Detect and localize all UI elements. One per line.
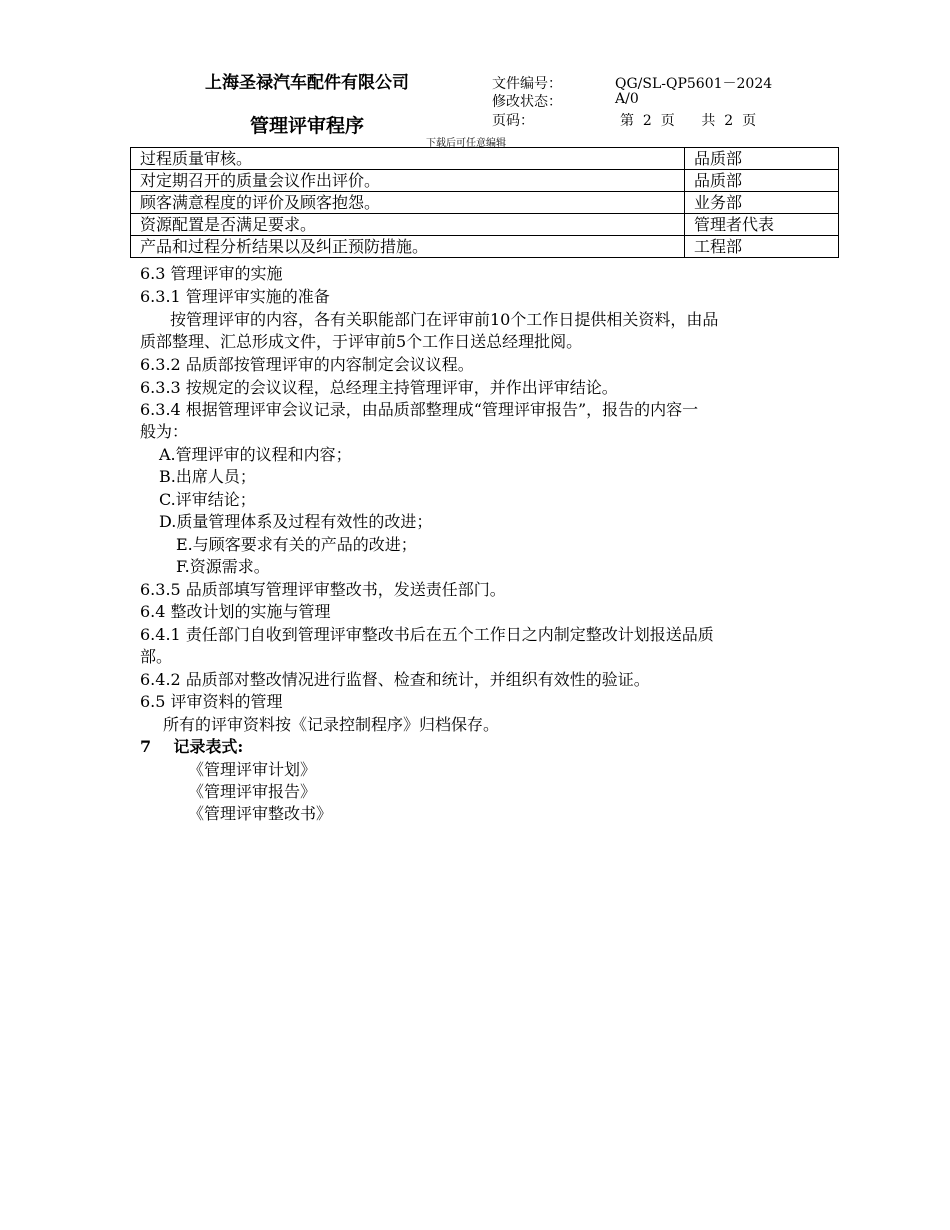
report-item-b: B.出席人员； [159, 467, 256, 486]
company-name: 上海圣禄汽车配件有限公司 [205, 73, 409, 93]
section-6-3-4-line2: 般为： [140, 422, 189, 441]
page-value: 第 2 页 共 2 页 [620, 113, 757, 129]
download-note: 下载后可任意编辑 [426, 138, 506, 149]
section-6-3-2: 6.3.2 品质部按管理评审的内容制定会议议程。 [140, 355, 474, 374]
table-cell-dept: 工程部 [685, 236, 839, 258]
section-6-3-1-heading: 6.3.1 管理评审实施的准备 [140, 287, 330, 306]
table-row [131, 214, 839, 236]
table-cell-dept: 管理者代表 [685, 214, 839, 236]
doc-number-label: 文件编号： [492, 76, 562, 92]
record-form-3: 《管理评审整改书》 [188, 804, 333, 823]
section-6-3-4-line1: 6.3.4 根据管理评审会议记录，由品质部整理成“管理评审报告”，报告的内容一 [140, 400, 699, 419]
report-item-e: E.与顾客要求有关的产品的改进； [176, 535, 417, 554]
report-item-d: D.质量管理体系及过程有效性的改进； [159, 512, 433, 531]
table-cell-item: 过程质量审核。 [131, 148, 685, 170]
table-cell-item: 资源配置是否满足要求。 [131, 214, 685, 236]
review-input-table [130, 147, 839, 258]
revision-value: A/0 [615, 91, 639, 107]
table-cell-dept: 品质部 [685, 148, 839, 170]
section-6-3-3: 6.3.3 按规定的会议议程，总经理主持管理评审，并作出评审结论。 [140, 378, 618, 397]
paragraph-6-3-1-line1: 按管理评审的内容，各有关职能部门在评审前10个工作日提供相关资料，由品 [170, 310, 719, 329]
record-form-1: 《管理评审计划》 [188, 760, 317, 779]
paragraph-6-3-1-line2: 质部整理、汇总形成文件，于评审前5个工作日送总经理批阅。 [140, 332, 583, 351]
section-6-5-heading: 6.5 评审资料的管理 [140, 692, 283, 711]
report-item-f: F.资源需求。 [176, 557, 270, 576]
record-form-2: 《管理评审报告》 [188, 782, 317, 801]
table-cell-item: 对定期召开的质量会议作出评价。 [131, 170, 685, 192]
report-item-c: C.评审结论； [159, 490, 256, 509]
paragraph-6-5: 所有的评审资料按《记录控制程序》归档保存。 [163, 715, 500, 734]
table-cell-item: 顾客满意程度的评价及顾客抱怨。 [131, 192, 685, 214]
table-cell-dept: 品质部 [685, 170, 839, 192]
doc-number-value: QG/SL-QP5601－2024 [615, 76, 773, 92]
table-cell-dept: 业务部 [685, 192, 839, 214]
section-6-4-1-line2: 部。 [140, 647, 173, 666]
section-6-3-5: 6.3.5 品质部填写管理评审整改书，发送责任部门。 [140, 580, 506, 599]
document-title: 管理评审程序 [250, 115, 365, 137]
section-6-4-2: 6.4.2 品质部对整改情况进行监督、检查和统计，并组织有效性的验证。 [140, 670, 650, 689]
section-7-heading: 7 记录表式: [140, 737, 244, 756]
table-cell-item: 产品和过程分析结果以及纠正预防措施。 [131, 236, 685, 258]
report-item-a: A.管理评审的议程和内容； [159, 445, 352, 464]
table-row [131, 148, 839, 170]
section-6-3-heading: 6.3 管理评审的实施 [140, 264, 283, 283]
table-row [131, 192, 839, 214]
table-row [131, 170, 839, 192]
page-label: 页码： [492, 113, 534, 129]
revision-label: 修改状态： [492, 94, 562, 110]
section-6-4-heading: 6.4 整改计划的实施与管理 [140, 602, 331, 621]
section-6-4-1-line1: 6.4.1 责任部门自收到管理评审整改书后在五个工作日之内制定整改计划报送品质 [140, 625, 714, 644]
table-row [131, 236, 839, 258]
